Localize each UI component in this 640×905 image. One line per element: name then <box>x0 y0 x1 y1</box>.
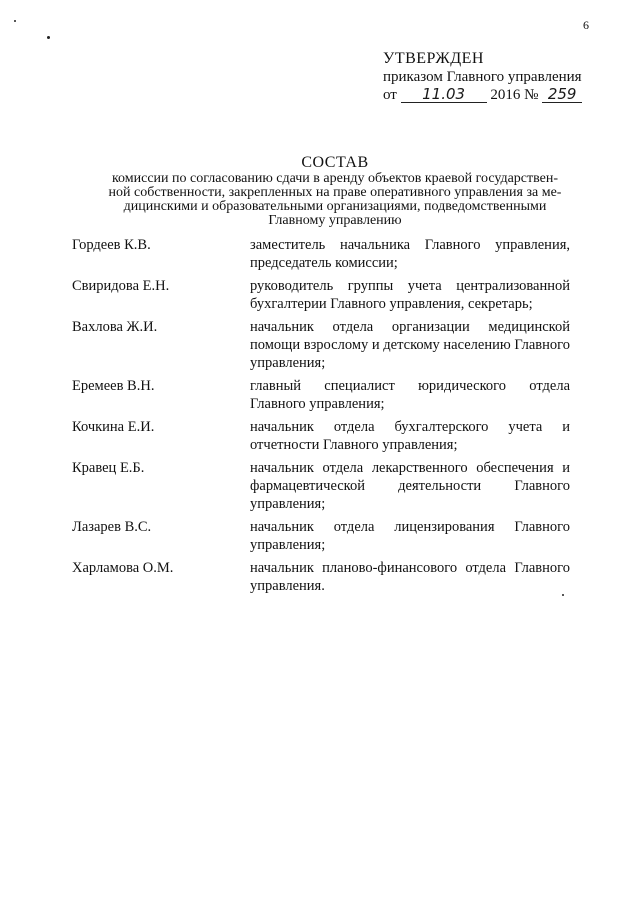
member-name: Кравец Е.Б. <box>72 460 145 476</box>
member-role: начальник отдела организации медицинской помощи взрослому и детскому населению Главного управления; <box>250 319 570 371</box>
member-row <box>72 236 572 272</box>
member-role: начальник отдела лекарственного обеспечения и фармацевтической деятельности Главного управления; <box>250 460 570 512</box>
member-row <box>72 459 572 513</box>
member-name: Вахлова Ж.И. <box>72 319 158 335</box>
member-role: начальник отдела бухгалтерского учета и отчетности Главного управления; <box>250 419 570 453</box>
number-sign: № <box>524 87 539 103</box>
handwritten-number: 259 <box>542 87 582 103</box>
member-role: заместитель начальника Главного управления, председатель комиссии; <box>250 237 570 271</box>
member-row <box>72 518 572 554</box>
date-prefix: от <box>383 87 397 103</box>
member-role: начальник отдела лицензирования Главного управления; <box>250 519 570 553</box>
member-row <box>72 377 572 413</box>
member-row <box>72 418 572 454</box>
member-name: Харламова О.М. <box>72 560 174 576</box>
scan-speck <box>47 36 50 39</box>
member-name: Гордеев К.В. <box>72 237 151 253</box>
page-number: 6 <box>583 18 589 32</box>
member-role: руководитель группы учета централизованной бухгалтерии Главного управления, секретарь; <box>250 278 570 312</box>
document-title: СОСТАВ <box>301 154 369 171</box>
approval-stamp <box>383 50 613 104</box>
subtitle-line: ной собственности, закрепленных на праве оперативного управления за ме- <box>108 185 562 200</box>
approval-year: 2016 <box>490 87 521 103</box>
approval-by: приказом Главного управления <box>383 69 582 85</box>
document-title-block <box>60 154 610 228</box>
member-role: начальник планово-финансового отдела Главного управления. <box>250 560 570 594</box>
subtitle-line: комиссии по согласованию сдачи в аренду объектов краевой государствен- <box>111 171 559 186</box>
member-name: Еремеев В.Н. <box>72 378 155 394</box>
member-row <box>72 318 572 372</box>
scan-speck <box>14 20 16 22</box>
document-subtitle <box>60 172 610 228</box>
handwritten-date: 11.03 <box>401 87 487 103</box>
member-name: Свиридова Е.Н. <box>72 278 170 294</box>
approval-date-line <box>383 86 613 104</box>
member-name: Лазарев В.С. <box>72 519 152 535</box>
member-row <box>72 277 572 313</box>
approval-status: УТВЕРЖДЕН <box>383 50 484 67</box>
member-name: Кочкина Е.И. <box>72 419 155 435</box>
subtitle-line: Главному управлению <box>268 213 402 228</box>
commission-members-list <box>72 236 572 600</box>
member-row <box>72 559 572 595</box>
subtitle-line: дицинскими и образовательными организациями, подведомственными <box>123 199 547 214</box>
member-role: главный специалист юридического отдела Главного управления; <box>250 378 570 412</box>
